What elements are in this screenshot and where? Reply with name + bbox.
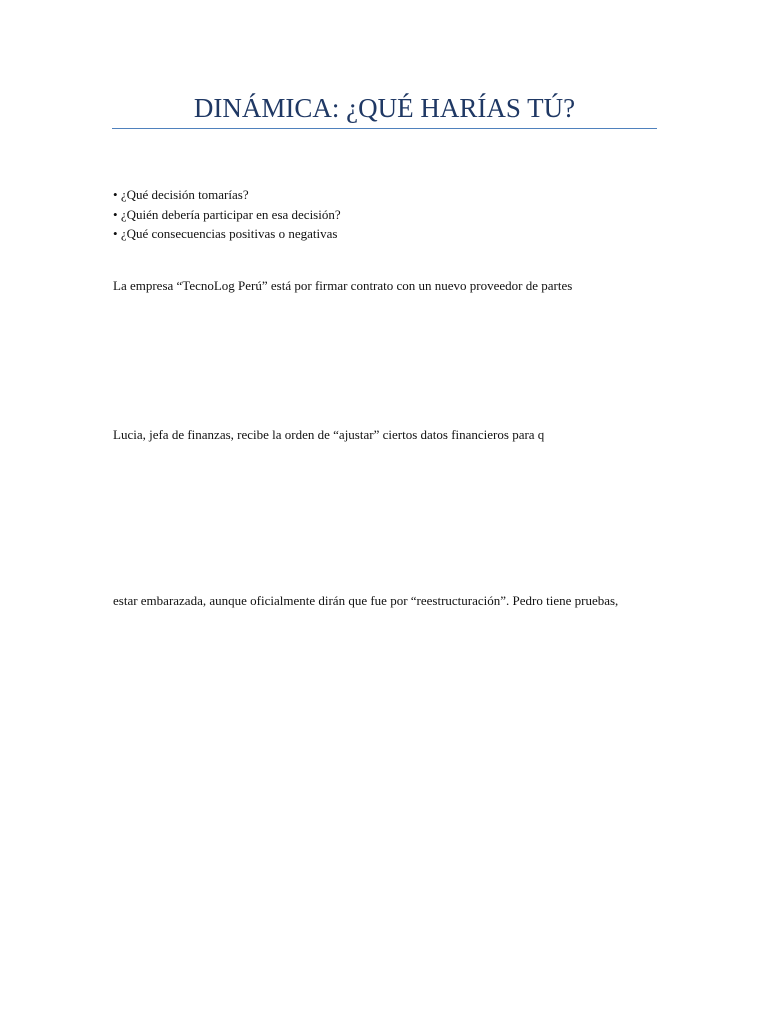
question-item: • ¿Qué consecuencias positivas o negativas [113,224,341,244]
question-item: • ¿Qué decisión tomarías? [113,185,341,205]
case-paragraph-lucia: Lucia, jefa de finanzas, recibe la orden de “ajustar” ciertos datos financieros para q [113,427,545,442]
case-paragraph-tecnolog: La empresa “TecnoLog Perú” está por firmar contrato con un nuevo proveedor de partes [113,278,573,293]
page-title: DINÁMICA: ¿QUÉ HARÍAS TÚ? [193,93,576,123]
case-paragraph-pedro: estar embarazada, aunque oficialmente dirán que fue por “reestructuración”. Pedro tiene pruebas, [113,593,619,608]
title-underline [112,128,657,129]
question-list [113,185,341,244]
question-item: • ¿Quién debería participar en esa decisión? [113,205,341,225]
